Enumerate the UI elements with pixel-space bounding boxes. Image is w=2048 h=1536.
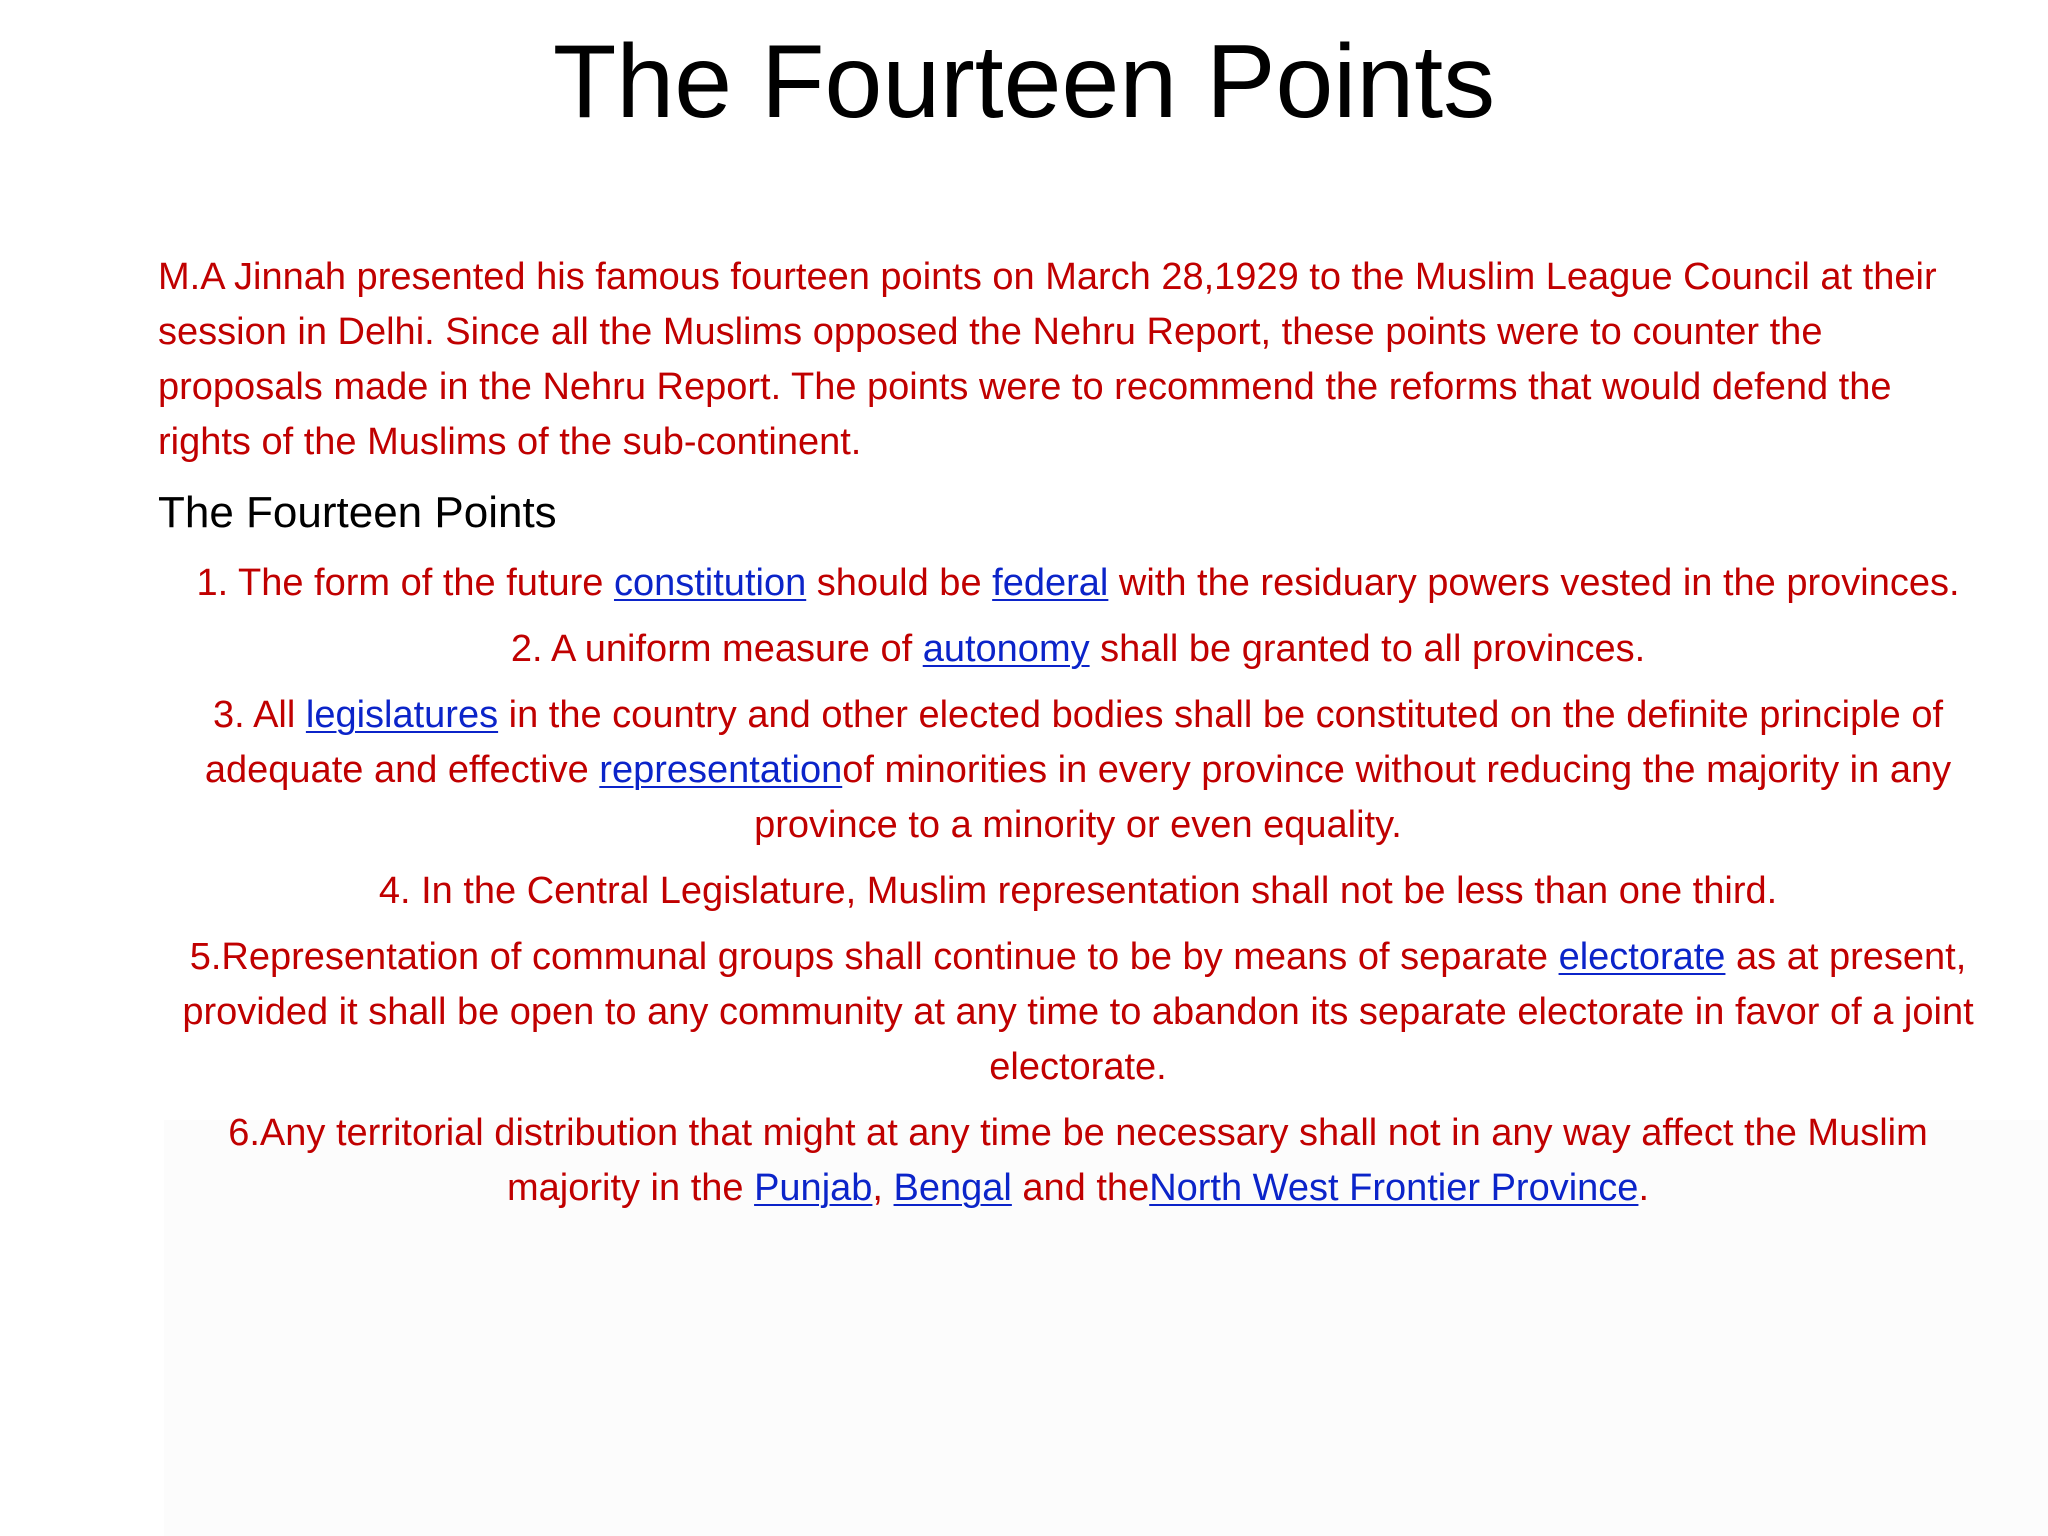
point-5-text-a: 5.Representation of communal groups shall continue to be by means of separate (189, 936, 1559, 978)
point-6-text-b: , (872, 1167, 894, 1209)
point-3-text-a: 3. All (212, 694, 306, 736)
point-5-text-b: as at present, provided it shall be open to any community at any time to abandon its separate electorate in favor of a joint electorate. (182, 936, 1974, 1088)
point-4 (158, 864, 1998, 919)
link-federal[interactable]: federal (992, 562, 1109, 604)
points-list (158, 556, 1998, 1227)
point-5 (158, 930, 1998, 1095)
point-6 (158, 1106, 1998, 1216)
link-constitution[interactable]: constitution (613, 562, 807, 604)
point-1-text-a: 1. The form of the future (196, 562, 614, 604)
point-4-text-a: 4. In the Central Legislature, Muslim representation shall not be less than one third. (378, 870, 1778, 912)
point-2-text-a: 2. A uniform measure of (510, 628, 923, 670)
point-1-text-b: should be (806, 562, 993, 604)
point-3-text-c: of minorities in every province without reducing the majority in any province to a minority or even equality. (754, 749, 1952, 846)
link-electorate[interactable]: electorate (1558, 936, 1726, 978)
point-2 (158, 622, 1998, 677)
point-1 (158, 556, 1998, 611)
link-bengal[interactable]: Bengal (893, 1167, 1012, 1209)
point-3-text-b: in the country and other elected bodies shall be constituted on the definite principle of adequate and effective (204, 694, 1944, 791)
point-1-text-c: with the residuary powers vested in the provinces. (1108, 562, 1960, 604)
point-2-text-b: shall be granted to all provinces. (1089, 628, 1646, 670)
link-representation[interactable]: representation (599, 749, 843, 791)
link-legislatures[interactable]: legislatures (305, 694, 499, 736)
section-heading: The Fourteen Points (158, 488, 557, 537)
point-3 (158, 688, 1998, 853)
link-north-west-frontier-province[interactable]: North West Frontier Province (1149, 1167, 1639, 1209)
point-6-text-c: and the (1011, 1167, 1150, 1209)
link-autonomy[interactable]: autonomy (922, 628, 1090, 670)
point-6-text-a: 6.Any territorial distribution that might at any time be necessary shall not in any way affect the Muslim majority in the (228, 1112, 1928, 1209)
point-6-text-d: . (1638, 1167, 1649, 1209)
slide-title: The Fourteen Points (552, 24, 1496, 140)
link-punjab[interactable]: Punjab (754, 1167, 873, 1209)
intro-paragraph: M.A Jinnah presented his famous fourteen points on March 28,1929 to the Muslim League Council at their session in Delhi. Since all the Muslims opposed the Nehru Report, these points were to counter the proposals made in the Nehru Report. The points were to recommend the reforms that would defend the rights of the Muslims of the sub-continent. (158, 256, 1937, 463)
